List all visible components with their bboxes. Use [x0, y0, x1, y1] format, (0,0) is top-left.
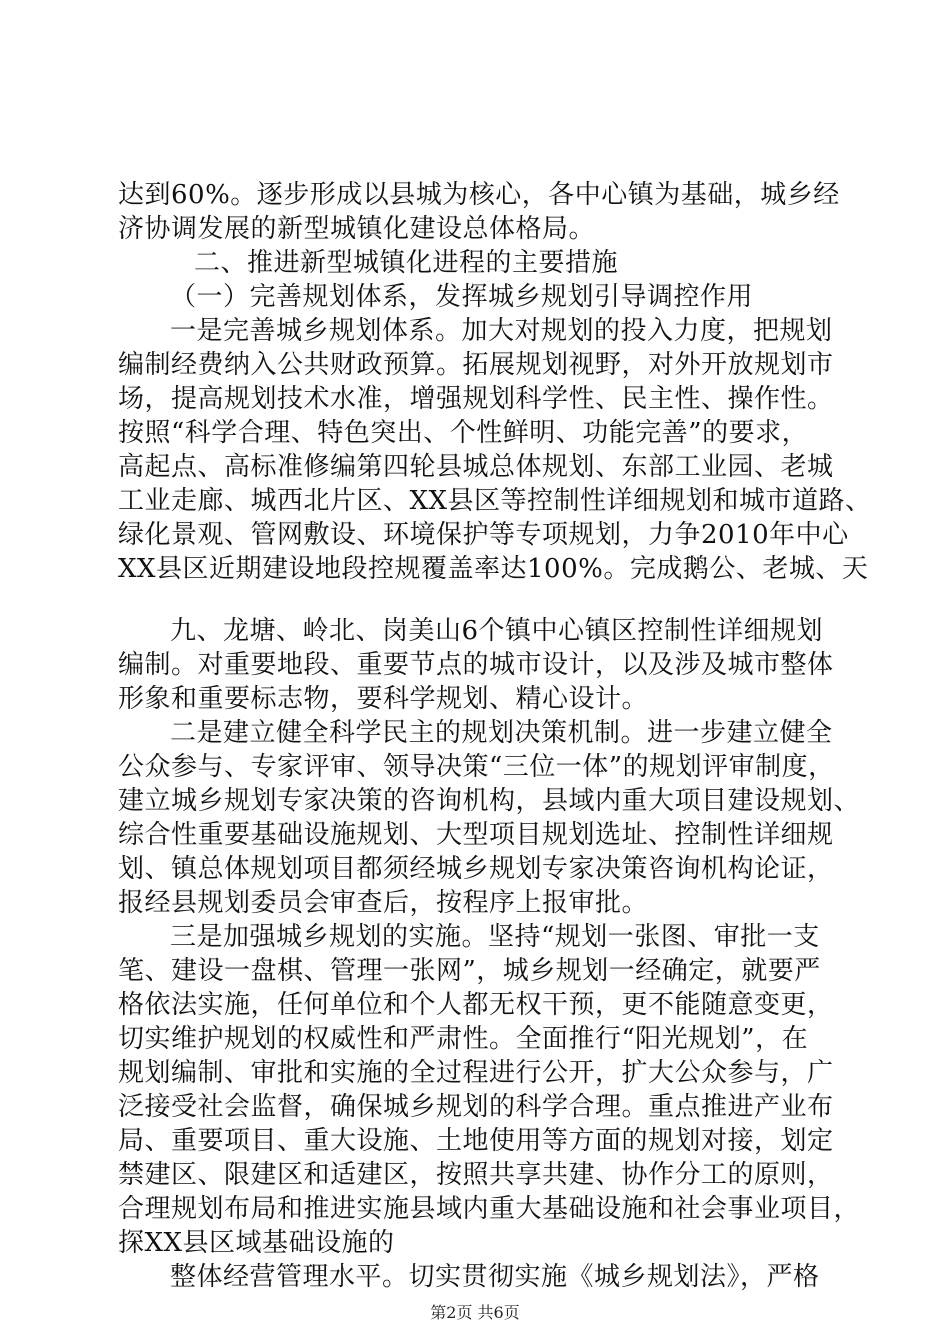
text-line: 笔、建设一盘棋、管理一张网”，城乡规划一经确定，就要严 — [118, 956, 821, 986]
text-line: 按照“科学合理、特色突出、个性鲜明、功能完善”的要求， — [118, 418, 809, 448]
text-line: 合理规划布局和推进实施县域内重大基础设施和社会事业项目， — [118, 1194, 861, 1224]
text-line: 绿化景观、管网敷设、环境保护等专项规划，力争2010年中心 — [118, 520, 849, 550]
section-heading: 二、推进新型城镇化进程的主要措施 — [194, 248, 619, 278]
text-line: 编制。对重要地段、重要节点的城市设计，以及涉及城市整体 — [118, 650, 834, 680]
text-line: 泛接受社会监督，确保城乡规划的科学合理。重点推进产业布 — [118, 1092, 834, 1122]
text-line: 达到60%。逐步形成以县城为核心，各中心镇为基础，城乡经 — [118, 180, 840, 210]
text-line: 报经县规划委员会审查后，按程序上报审批。 — [118, 888, 649, 918]
subsection-heading: （一）完善规划体系，发挥城乡规划引导调控作用 — [170, 282, 754, 312]
text-line: 二是建立健全科学民主的规划决策机制。进一步建立健全 — [170, 718, 833, 748]
text-line: 工业走廊、城西北片区、XX县区等控制性详细规划和城市道路、 — [118, 486, 872, 516]
text-line: 综合性重要基础设施规划、大型项目规划选址、控制性详细规 — [118, 820, 834, 850]
text-line: 公众参与、专家评审、领导决策“三位一体”的规划评审制度， — [118, 752, 835, 782]
text-line: 规划编制、审批和实施的全过程进行公开，扩大公众参与，广 — [118, 1058, 834, 1088]
text-line: 建立城乡规划专家决策的咨询机构，县域内重大项目建设规划、 — [118, 786, 861, 816]
text-line: 济协调发展的新型城镇化建设总体格局。 — [118, 214, 596, 244]
text-line: 探XX县区域基础设施的 — [118, 1228, 395, 1258]
text-line: 局、重要项目、重大设施、土地使用等方面的规划对接，划定 — [118, 1126, 834, 1156]
text-line: 三是加强城乡规划的实施。坚持“规划一张图、审批一支 — [170, 922, 820, 952]
page-footer: 第2页 共6页 — [430, 1303, 520, 1322]
text-line: 形象和重要标志物，要科学规划、精心设计。 — [118, 684, 649, 714]
text-line: 一是完善城乡规划体系。加大对规划的投入力度，把规划 — [170, 316, 833, 346]
text-line: 禁建区、限建区和适建区，按照共享共建、协作分工的原则， — [118, 1160, 834, 1190]
text-line: 整体经营管理水平。切实贯彻实施《城乡规划法》，严格 — [170, 1262, 820, 1292]
text-line: 编制经费纳入公共财政预算。拓展规划视野，对外开放规划市 — [118, 350, 834, 380]
text-line: 场，提高规划技术水准，增强规划科学性、民主性、操作性。 — [118, 384, 834, 414]
text-line: 格依法实施，任何单位和个人都无权干预，更不能随意变更， — [118, 990, 834, 1020]
text-line: 高起点、高标准修编第四轮县城总体规划、东部工业园、老城 — [118, 452, 834, 482]
text-line: 划、镇总体规划项目都须经城乡规划专家决策咨询机构论证， — [118, 854, 834, 884]
text-line: XX县区近期建设地段控规覆盖率达100%。完成鹅公、老城、天 — [118, 554, 869, 584]
text-line: 切实维护规划的权威性和严肃性。全面推行“阳光规划”，在 — [118, 1024, 809, 1054]
text-line: 九、龙塘、岭北、岗美山6个镇中心镇区控制性详细规划 — [170, 616, 824, 646]
